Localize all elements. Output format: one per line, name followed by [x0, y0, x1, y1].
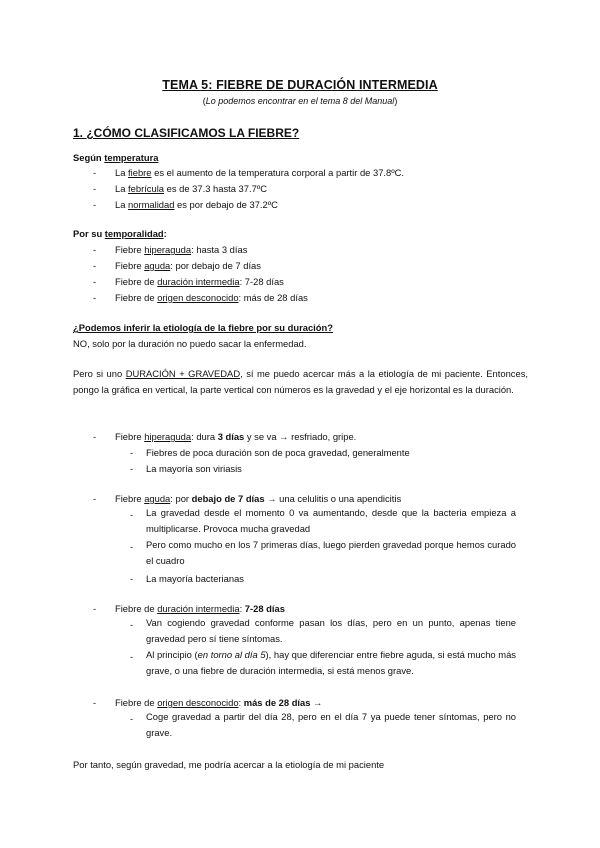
dash-bullet: -	[93, 167, 97, 178]
item-text: : 7-28 días	[239, 276, 284, 287]
answer-text: NO, solo por la duración no puedo sacar la enfermedad.	[73, 338, 307, 349]
item-underlined: duración intermedia	[157, 276, 240, 287]
question-heading: ¿Podemos inferir la etiología de la fiebre por su duración?	[73, 322, 333, 333]
item-text: Fiebre	[115, 244, 145, 255]
item-underlined: fiebre	[128, 167, 152, 178]
item-text: → una celulitis o una apendicitis	[264, 493, 402, 504]
para-text: , sí me puedo acercar más a la etiología de mi paciente. Entonces, pongo la gráfica en vertical, la parte vertical con números es la gravedad y el eje horizontal es la duración.	[73, 368, 528, 395]
item-text: La	[115, 199, 129, 210]
dash-bullet: -	[130, 713, 134, 724]
sub-item-text: La gravedad desde el momento 0 va aumentando, desde que la bacteria empieza a multiplicarse. Provoca mucha gravedad	[146, 507, 516, 534]
sub-list-item	[130, 447, 410, 459]
temperatura-label	[73, 152, 158, 164]
sub-list-item	[130, 463, 242, 475]
item-text: es de 37.3 hasta 37.7ºC	[164, 183, 267, 194]
subtitle-paren-close: )	[394, 96, 398, 106]
item-text: Fiebre de	[115, 697, 158, 708]
dash-bullet: -	[93, 697, 97, 708]
dash-bullet: -	[93, 260, 97, 271]
sub-text: Al principio (	[146, 649, 198, 660]
item-bold: debajo de 7 días	[191, 493, 265, 504]
list-item-desconocido	[93, 697, 322, 709]
item-text: Fiebre	[115, 431, 145, 442]
item-underlined: origen desconocido	[157, 697, 239, 708]
sub-item-text: Van cogiendo gravedad conforme pasan los días, pero en un punto, apenas tiene gravedad pero sí tiene síntomas.	[146, 617, 516, 644]
sub-item-text: La mayoría son viriasis	[146, 463, 242, 474]
label-text: :	[163, 228, 167, 239]
item-text: es el aumento de la temperatura corporal a partir de 37.8ºC.	[151, 167, 405, 178]
item-text: :	[238, 697, 244, 708]
dash-bullet: -	[93, 292, 97, 303]
sub-item-text: Fiebres de poca duración son de poca gravedad, generalmente	[146, 447, 410, 458]
item-text: Fiebre	[115, 260, 145, 271]
label-text: Según	[73, 152, 105, 163]
item-text: : por debajo de 7 días	[170, 260, 261, 271]
conclusion-text: Por tanto, según gravedad, me podría acercar a la etiología de mi paciente	[73, 759, 385, 770]
item-underlined: febrícula	[128, 183, 165, 194]
dash-bullet: -	[93, 603, 97, 614]
sub-item-text: Coge gravedad a partir del día 28, pero en el día 7 ya puede tener síntomas, pero no grave.	[146, 711, 516, 738]
item-text: : hasta 3 días	[191, 244, 248, 255]
item-text: Fiebre de	[115, 603, 158, 614]
document-title: TEMA 5: FIEBRE DE DURACIÓN INTERMEDIA	[162, 78, 438, 92]
document-subtitle	[0, 96, 600, 106]
sub-italic: en torno al día 5	[197, 649, 266, 660]
list-item-aguda	[93, 493, 401, 505]
item-underlined: hiperaguda	[144, 244, 192, 255]
item-text: La	[115, 167, 129, 178]
list-item	[93, 199, 278, 211]
item-text: y se va → resfriado, gripe.	[244, 431, 357, 442]
sub-text: ), hay que diferenciar entre fiebre aguda, si está mucho más grave, o una fiebre de duración intermedia, si está menos grave.	[146, 649, 516, 676]
item-text: :	[239, 603, 245, 614]
item-underlined: aguda	[144, 493, 171, 504]
subtitle-paren-open: (	[202, 96, 206, 106]
item-text: Fiebre de	[115, 292, 158, 303]
sub-list-item	[130, 573, 244, 585]
sub-item-text: La mayoría bacterianas	[146, 573, 244, 584]
list-item-hiperaguda	[93, 431, 356, 443]
dash-bullet: -	[130, 619, 134, 630]
list-item	[93, 244, 247, 256]
para-text: Pero si uno	[73, 368, 126, 379]
dash-bullet: -	[93, 493, 97, 504]
sub-item-text	[146, 647, 516, 679]
label-underlined: temperatura	[104, 152, 159, 163]
item-text: : más de 28 días	[238, 292, 308, 303]
item-bold: más de 28 días →	[243, 697, 323, 708]
dash-bullet: -	[130, 447, 134, 458]
para-underlined: DURACIÓN + GRAVEDAD	[125, 368, 241, 379]
item-text: es por debajo de 37.2ºC	[174, 199, 278, 210]
item-underlined: normalidad	[128, 199, 175, 210]
item-text: Fiebre de	[115, 276, 158, 287]
list-item	[93, 292, 308, 304]
item-text: : por	[170, 493, 192, 504]
dash-bullet: -	[93, 199, 97, 210]
dash-bullet: -	[130, 541, 134, 552]
label-underlined: temporalidad	[104, 228, 164, 239]
sub-item-text: Pero como mucho en los 7 primeras días, luego pierden gravedad porque hemos curado el cuadro	[146, 539, 516, 566]
item-underlined: aguda	[144, 260, 171, 271]
subtitle-text: Lo podemos encontrar en el tema 8 del Manual	[205, 96, 395, 106]
dash-bullet: -	[130, 463, 134, 474]
item-text: Fiebre	[115, 493, 145, 504]
dash-bullet: -	[93, 431, 97, 442]
dash-bullet: -	[130, 573, 134, 584]
paragraph	[73, 366, 528, 398]
temporalidad-label	[73, 228, 167, 240]
item-underlined: origen desconocido	[157, 292, 239, 303]
item-bold: 3 días	[217, 431, 245, 442]
item-underlined: hiperaguda	[144, 431, 192, 442]
label-text: Por su	[73, 228, 105, 239]
list-item	[93, 260, 261, 272]
item-text: : dura	[191, 431, 218, 442]
section-heading: 1. ¿CÓMO CLASIFICAMOS LA FIEBRE?	[73, 126, 300, 140]
item-underlined: duración intermedia	[157, 603, 240, 614]
list-item	[93, 167, 404, 179]
list-item	[93, 276, 284, 288]
dash-bullet: -	[93, 276, 97, 287]
dash-bullet: -	[130, 651, 134, 662]
dash-bullet: -	[130, 509, 134, 520]
list-item-intermedia	[93, 603, 285, 615]
item-text: La	[115, 183, 129, 194]
dash-bullet: -	[93, 244, 97, 255]
item-bold: 7-28 días	[244, 603, 285, 614]
list-item	[93, 183, 267, 195]
dash-bullet: -	[93, 183, 97, 194]
